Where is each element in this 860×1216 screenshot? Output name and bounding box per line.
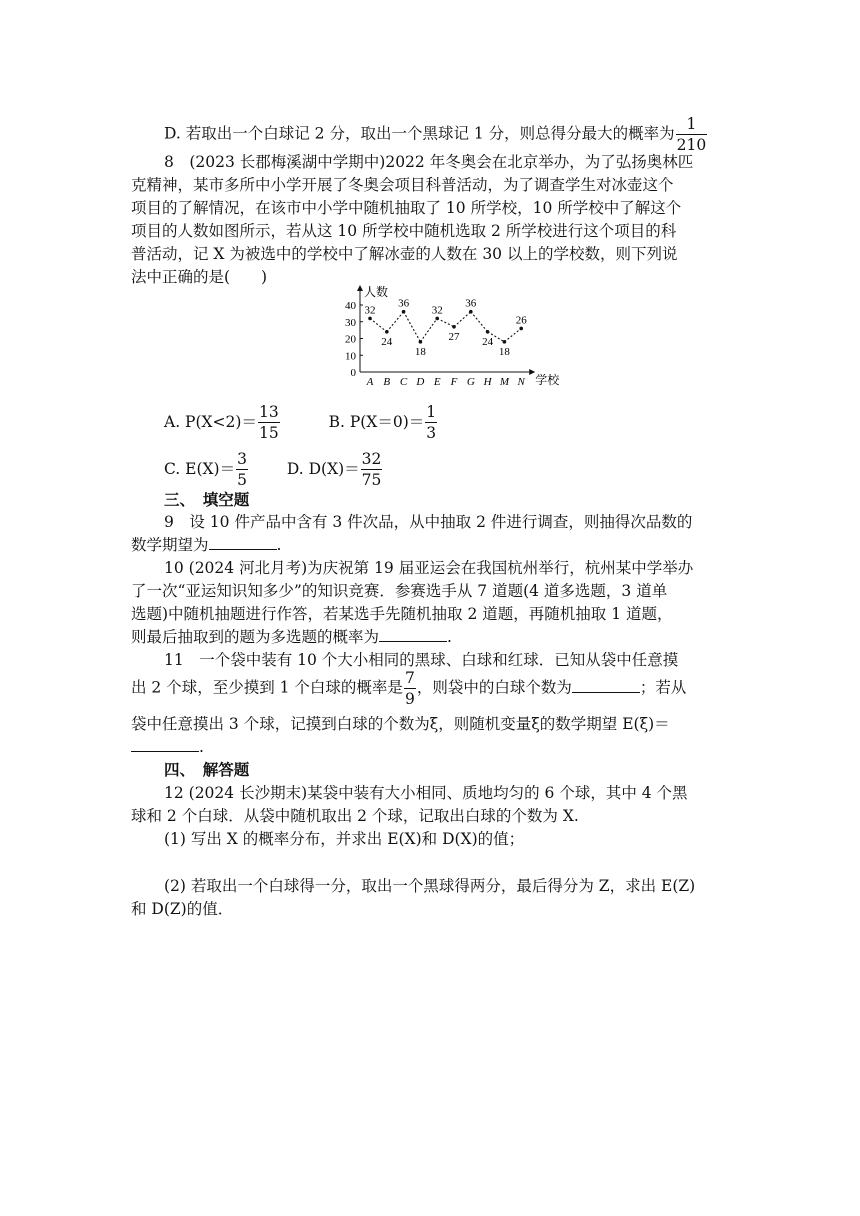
series-segment	[471, 312, 488, 332]
x-tick-label: A	[366, 376, 374, 388]
q12-line1: 12 (2024 长沙期末)某袋中装有大小相同、质地均匀的 6 个球，其中 4 个黑	[164, 784, 688, 802]
q11-line2: 出 2 个球，至少摸到 1 个白球的概率是 $\frac{7}{9}$ ，则袋中的白球个数为 ；若从	[131, 669, 687, 708]
data-label: 32	[364, 304, 376, 317]
answer-blank[interactable]	[379, 627, 447, 642]
x-tick-label: E	[433, 376, 441, 388]
q7-option-d	[164, 114, 764, 155]
data-label: 27	[448, 330, 460, 343]
data-label: 24	[482, 335, 494, 348]
series-segment	[437, 318, 454, 326]
q11-line4: .	[131, 736, 731, 758]
data-point	[435, 317, 439, 321]
q10-line2: 了一次“亚运知识知多少”的知识竞赛．参赛选手从 7 道题(4 道多选题，3 道单	[131, 582, 668, 600]
answer-blank[interactable]	[572, 678, 640, 693]
x-tick-label: H	[483, 376, 492, 388]
x-tick-label: G	[466, 376, 475, 388]
q8-option-c: C. E(X)＝ $\frac{3}{5}$	[164, 450, 247, 489]
q8-option-d: D. D(X)＝ $\frac{32}{75}$	[286, 450, 382, 489]
data-label: 26	[515, 314, 527, 327]
data-point	[402, 310, 406, 314]
q8-line: 8 (2023 长郡梅溪湖中学期中)2022 年冬奥会在北京举办，为了弘扬奥林匹	[164, 153, 694, 171]
y-tick-label: 20	[345, 333, 356, 346]
y-tick-label: 40	[345, 300, 356, 312]
q9-line2: 数学期望为 .	[131, 536, 282, 554]
x-tick-label: M	[499, 376, 509, 388]
q8-line: 项目的了解情况，在该市中小学中随机抽取了 10 所学校，10 所学校中了解这个	[131, 199, 682, 217]
series-segment	[404, 312, 421, 342]
q10-line1: 10 (2024 河北月考)为庆祝第 19 届亚运会在我国杭州举行，杭州某中学举办	[164, 559, 694, 577]
x-axis-label: 学校	[535, 373, 560, 387]
data-label: 24	[381, 335, 393, 348]
data-point	[469, 310, 473, 314]
q8-line: 普活动，记 X 为被选中的学校中了解冰壶的人数在 30 以上的学校数，则下列说	[131, 245, 678, 263]
q8-options-row2	[164, 449, 764, 490]
answer-blank[interactable]	[209, 535, 277, 550]
section-solutions: 四、 解答题	[164, 760, 250, 779]
q8-line: 法中正确的是( )	[131, 268, 268, 286]
q10-line3: 选题)中随机抽题进行作答，若某选手先随机抽取 2 道题，再随机抽取 1 道题，	[131, 605, 673, 623]
series-segment	[370, 318, 387, 331]
x-tick-label: D	[416, 376, 425, 388]
q11-line1: 11 一个袋中装有 10 个大小相同的黑球、白球和红球．已知从袋中任意摸	[164, 651, 679, 669]
q8-line: 克精神，某市多所中小学开展了冬奥会项目科普活动，为了调查学生对冰壶这个	[131, 176, 674, 194]
data-label: 36	[398, 297, 410, 310]
q7-option-d-text: D. 若取出一个白球记 2 分，取出一个黑球记 1 分，则总得分最大的概率为	[164, 124, 675, 143]
data-label: 32	[431, 304, 443, 317]
data-point	[486, 330, 490, 334]
y-axis-label: 人数	[364, 285, 389, 299]
data-point	[419, 340, 423, 344]
answer-blank[interactable]	[131, 737, 199, 752]
section-fill-in: 三、 填空题	[164, 490, 250, 509]
series-segment	[504, 328, 521, 341]
series-segment	[420, 318, 437, 341]
data-point	[519, 327, 523, 331]
q8-options-row1	[164, 402, 764, 443]
series-segment	[454, 312, 471, 327]
data-point	[385, 330, 389, 334]
data-label: 18	[498, 345, 510, 358]
q10-line4: 则最后抽取到的题为多选题的概率为 .	[131, 628, 452, 646]
series-segment	[387, 312, 404, 332]
data-label: 36	[465, 297, 477, 310]
q12-part1: (1) 写出 X 的概率分布，并求出 E(X)和 D(X)的值；	[164, 830, 525, 848]
q8-option-b: B. P(X＝0)＝ $\frac{1}{3}$	[328, 403, 437, 442]
q12-part2-line2: 和 D(Z)的值．	[131, 900, 234, 918]
data-point	[368, 317, 372, 321]
x-tick-label: N	[517, 376, 525, 388]
chart-series-lines	[370, 312, 521, 342]
q11-fraction: $\frac{7}{9}$	[404, 669, 415, 708]
q8-option-a: A. P(X<2)＝ $\frac{13}{15}$	[164, 403, 279, 442]
y-tick-label: 10	[345, 350, 356, 363]
q11-line3: 袋中任意摸出 3 个球，记摸到白球的个数为ξ，则随机变量ξ的数学期望 E(ξ)＝	[131, 715, 670, 733]
q12-part2-line1: (2) 若取出一个白球得一分，取出一个黑球得两分，最后得分为 Z，求出 E(Z)	[164, 877, 696, 895]
data-point	[452, 325, 456, 329]
q12-line2: 球和 2 个白球．从袋中随机取出 2 个球，记取出白球的个数为 X.	[131, 807, 579, 825]
x-tick-label: B	[383, 376, 391, 388]
y-axis-arrow	[357, 285, 363, 291]
data-point	[503, 340, 507, 344]
line-chart	[333, 283, 563, 395]
q9-line1: 9 设 10 件产品中含有 3 件次品，从中抽取 2 件进行调查，则抽得次品数的	[164, 513, 693, 531]
data-label: 18	[414, 345, 426, 358]
y-tick-label: 30	[345, 316, 356, 329]
y-tick-label: 0	[350, 367, 356, 379]
x-tick-label: F	[450, 376, 458, 388]
q7-option-d-fraction: $\frac{1}{210}$	[676, 115, 707, 154]
q8-line: 项目的人数如图所示，若从这 10 所学校中随机选取 2 所学校进行这个项目的科	[131, 222, 677, 240]
x-tick-label: C	[399, 376, 408, 388]
